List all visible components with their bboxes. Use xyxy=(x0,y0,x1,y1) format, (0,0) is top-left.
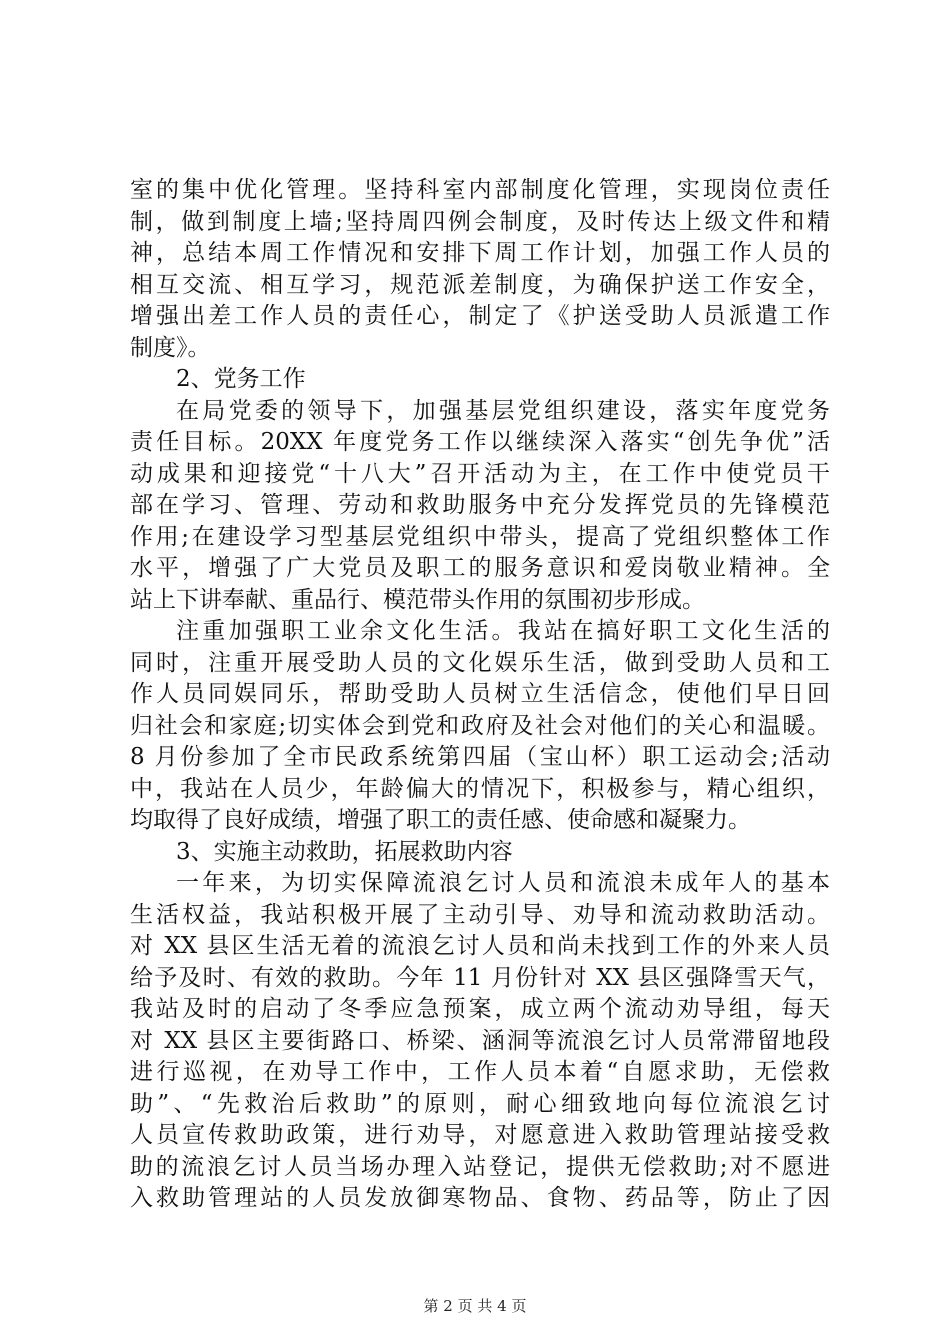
paragraph-line: 助的流浪乞讨人员当场办理入站登记，提供无偿救助;对不愿进 xyxy=(130,1153,830,1180)
paragraph-line: 室的集中优化管理。坚持科室内部制度化管理，实现岗位责任 xyxy=(130,177,830,203)
page-footer: 第 2 页 共 4 页 xyxy=(423,1297,527,1315)
paragraph-line: 人员宣传救助政策，进行劝导，对愿意进入救助管理站接受救 xyxy=(130,1122,830,1148)
paragraph-line: 作用;在建设学习型基层党组织中带头，提高了党组织整体工作 xyxy=(130,523,830,550)
paragraph-line: 生活权益，我站积极开展了主动引导、劝导和流动救助活动。 xyxy=(130,901,830,928)
paragraph-line: 注重加强职工业余文化生活。我站在搞好职工文化生活的 xyxy=(176,618,830,644)
paragraph-line: 对 XX 县区生活无着的流浪乞讨人员和尚未找到工作的外来人员 xyxy=(130,933,830,959)
section-heading: 2、党务工作 xyxy=(176,366,306,392)
paragraph-line: 助”、“先救治后救助”的原则，耐心细致地向每位流浪乞讨 xyxy=(130,1090,830,1117)
paragraph-line: 给予及时、有效的救助。今年 11 月份针对 XX 县区强降雪天气， xyxy=(130,964,830,991)
paragraph-line: 神，总结本周工作情况和安排下周工作计划，加强工作人员的 xyxy=(130,240,830,266)
paragraph-line: 制，做到制度上墙;坚持周四例会制度，及时传达上级文件和精 xyxy=(130,208,830,235)
paragraph-line: 水平，增强了广大党员及职工的服务意识和爱岗敬业精神。全 xyxy=(130,555,830,581)
paragraph-line: 同时，注重开展受助人员的文化娱乐生活，做到受助人员和工 xyxy=(130,649,830,676)
paragraph-line: 一年来，为切实保障流浪乞讨人员和流浪未成年人的基本 xyxy=(176,870,830,896)
paragraph-line: 制度》。 xyxy=(130,334,211,361)
paragraph-line: 责任目标。20XX 年度党务工作以继续深入落实“创先争优”活 xyxy=(130,429,830,455)
paragraph-line: 8 月份参加了全市民政系统第四届（宝山杯）职工运动会;活动 xyxy=(130,744,830,770)
section-heading: 3、实施主动救助，拓展救助内容 xyxy=(176,838,513,865)
document-body xyxy=(130,175,830,1215)
paragraph-line: 动成果和迎接党“十八大”召开活动为主，在工作中使党员干 xyxy=(130,460,830,487)
paragraph-line: 作人员同娱同乐，帮助受助人员树立生活信念，使他们早日回 xyxy=(130,681,830,707)
paragraph-line: 相互交流、相互学习，规范派差制度，为确保护送工作安全， xyxy=(130,271,830,298)
paragraph-line: 中，我站在人员少，年龄偏大的情况下，积极参与，精心组织， xyxy=(130,775,830,802)
paragraph-line: 归社会和家庭;切实体会到党和政府及社会对他们的关心和温暖。 xyxy=(130,712,830,739)
paragraph-line: 增强出差工作人员的责任心，制定了《护送受助人员派遣工作 xyxy=(130,303,830,329)
paragraph-line: 我站及时的启动了冬季应急预案，成立两个流动劝导组，每天 xyxy=(130,996,830,1022)
paragraph-line: 部在学习、管理、劳动和救助服务中充分发挥党员的先锋模范 xyxy=(130,492,830,518)
paragraph-line: 均取得了良好成绩，增强了职工的责任感、使命感和凝聚力。 xyxy=(130,807,751,833)
paragraph-line: 进行巡视，在劝导工作中，工作人员本着“自愿求助，无偿救 xyxy=(130,1059,830,1085)
paragraph-line: 入救助管理站的人员发放御寒物品、食物、药品等，防止了因 xyxy=(130,1185,830,1211)
paragraph-line: 对 XX 县区主要街路口、桥梁、涵洞等流浪乞讨人员常滞留地段 xyxy=(130,1027,830,1054)
paragraph-line: 在局党委的领导下，加强基层党组织建设，落实年度党务 xyxy=(176,397,830,424)
paragraph-line: 站上下讲奉献、重品行、模范带头作用的氛围初步形成。 xyxy=(130,586,705,613)
